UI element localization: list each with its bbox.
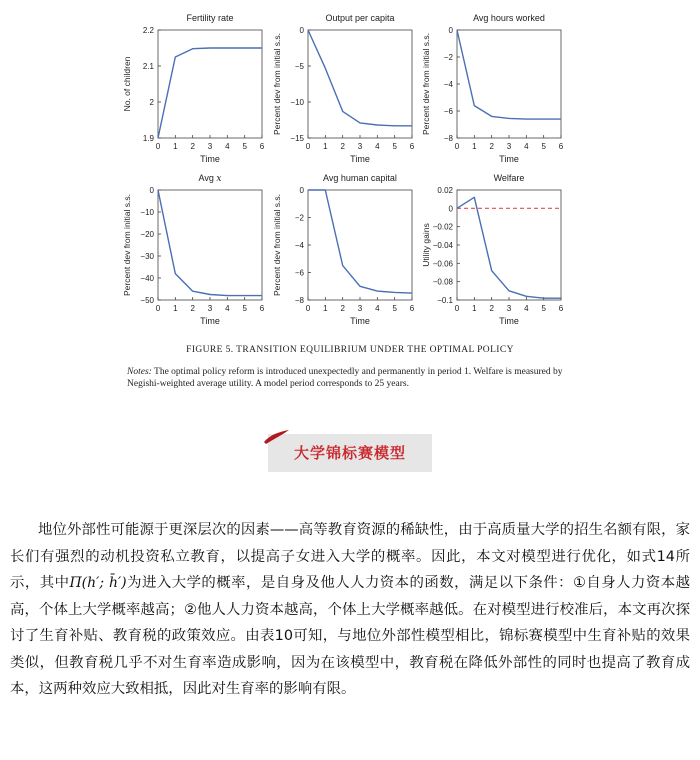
x-tick-label: 4 [524,142,529,151]
y-tick-label: 1.9 [142,134,154,143]
y-tick-label: −8 [443,134,453,143]
y-tick-label: 0 [448,26,453,35]
paragraph-text-part-2: 为进入大学的概率，是自身及他人人力资本的函数，满足以下条件：①自身人力资本越高，个体上大学概率越高；②他人人力资本越高，个体上大学概率越低。在对模型进行校准后，本文再次探讨了生育补贴、教育税的政策效应。由表10可知，与地位外部性模型相比，锦标赛模型中生育补贴的效果类似，但教育税几乎不对生育率造成影响，因为在该模型中，教育税在降低外部性的同时也提高了教育成本，这两种效应大致相抵，因此对生育率的影响有限。 [10,575,690,697]
y-tick-label: 0 [299,26,304,35]
y-tick-label: −20 [140,230,154,239]
x-tick-label: 2 [340,142,345,151]
y-tick-label: −0.08 [432,277,453,287]
x-tick-label: 0 [155,304,161,313]
y-axis-label: Percent dev from initial s.s. [421,32,431,136]
x-tick-label: 0 [454,142,460,151]
x-tick-label: 2 [190,142,195,151]
x-tick-label: 2 [489,142,494,151]
x-tick-label: 6 [409,142,415,151]
series-line [457,197,561,298]
chart-title: Avg hours worked [473,13,545,23]
y-tick-label: −0.1 [437,296,453,305]
x-tick-label: 5 [242,304,247,313]
x-tick-label: 1 [323,304,328,313]
y-axis-label: No. of children [122,56,132,112]
y-tick-label: 0 [448,204,453,214]
chart-panel-5 [272,173,415,326]
section-title: 大学锦标赛模型 [293,444,406,462]
y-axis-label: Percent dev from initial s.s. [272,32,282,136]
y-tick-label: −15 [290,134,304,143]
chart-panel-4 [122,173,265,326]
x-tick-label: 1 [173,142,178,151]
figure-notes [127,366,577,390]
x-tick-label: 5 [392,304,397,313]
article-paragraph [10,517,690,703]
series-line [158,190,262,296]
x-tick-label: 3 [207,304,213,313]
x-axis-label: Time [200,154,220,164]
x-tick-label: 0 [305,142,311,151]
x-tick-label: 0 [454,304,460,313]
y-tick-label: −10 [290,98,304,107]
x-tick-label: 1 [472,142,477,151]
x-tick-label: 2 [190,304,195,313]
x-axis-label: Time [499,316,519,326]
y-tick-label: −0.04 [432,241,453,250]
series-line [158,48,262,138]
y-axis-label: Percent dev from initial s.s. [122,193,132,297]
x-tick-label: 5 [392,142,397,151]
x-tick-label: 5 [541,142,546,151]
y-tick-label: 2.2 [142,26,154,35]
y-tick-label: −8 [294,296,304,305]
y-tick-label: −6 [294,268,304,278]
y-tick-label: −0.06 [432,259,453,269]
y-tick-label: 0 [149,186,154,195]
plot-frame [457,30,561,138]
y-tick-label: −10 [140,208,154,217]
y-tick-label: −4 [443,80,453,89]
y-tick-label: 0.02 [437,186,453,195]
y-tick-label: −4 [294,241,304,250]
x-tick-label: 5 [541,304,546,313]
chart-title: Avg human capital [323,173,397,183]
notes-label: Notes: [127,367,152,377]
x-axis-label: Time [350,316,370,326]
x-tick-label: 3 [357,142,363,151]
x-tick-label: 1 [323,142,328,151]
series-line [457,30,561,119]
y-tick-label: −5 [294,62,304,71]
y-axis-label: Percent dev from initial s.s. [272,193,282,297]
chart-title: Welfare [493,173,525,183]
x-tick-label: 0 [155,142,161,151]
chart-panel-1 [122,13,265,164]
x-axis-label: Time [200,316,220,326]
chart-title: Fertility rate [186,13,234,23]
x-tick-label: 3 [207,142,213,151]
x-tick-label: 4 [375,304,380,313]
y-tick-label: −2 [294,213,304,223]
chart-panel-2 [272,13,415,164]
plot-frame [457,190,561,300]
y-tick-label: −50 [140,296,154,305]
plot-frame [158,30,262,138]
chart-panel-3 [421,13,564,164]
x-tick-label: 3 [357,304,363,313]
x-axis-label: Time [350,154,370,164]
probability-formula: Π(h′; h̄′) [69,575,127,591]
x-tick-label: 3 [506,304,512,313]
plot-frame [158,190,262,300]
x-tick-label: 4 [225,304,230,313]
y-axis-label: Utility gains [421,223,431,267]
x-tick-label: 4 [375,142,380,151]
y-tick-label: 2 [149,98,154,107]
chart-title: Avg x [198,173,222,184]
x-tick-label: 6 [259,304,265,313]
plot-frame [308,30,412,138]
notes-text: The optimal policy reform is introduced unexpectedly and permanently in period 1. Welfare is measured by Negishi-weighted average utility. A model period corresponds to 25 years. [127,367,563,389]
x-axis-label: Time [499,154,519,164]
chart-title: Output per capita [325,13,395,23]
x-tick-label: 1 [173,304,178,313]
x-tick-label: 3 [506,142,512,151]
series-line [308,30,412,126]
x-tick-label: 2 [340,304,345,313]
plot-frame [308,190,412,300]
y-tick-label: 2.1 [142,62,154,71]
x-tick-label: 6 [558,304,564,313]
x-tick-label: 4 [524,304,529,313]
series-line [308,190,412,293]
x-tick-label: 4 [225,142,230,151]
x-tick-label: 6 [558,142,564,151]
figure-caption: FIGURE 5. TRANSITION EQUILIBRIUM UNDER THE OPTIMAL POLICY [186,345,514,355]
y-tick-label: 0 [299,186,304,195]
section-heading-badge [268,434,432,472]
y-tick-label: −40 [140,274,154,283]
y-tick-label: −30 [140,252,154,261]
paragraph-text-part-1: 地位外部性可能源于更深层次的因素——高等教育资源的稀缺性，由于高质量大学的招生名额有限，家长们有强烈的动机投资私立教育，以提高子女进入大学的概率。因此，本文对模型进行优化，如式14所示，其中 [10,522,690,591]
y-tick-label: −0.02 [432,222,453,232]
x-tick-label: 0 [305,304,311,313]
y-tick-label: −6 [443,107,453,116]
x-tick-label: 6 [409,304,415,313]
x-tick-label: 1 [472,304,477,313]
chart-panel-6 [421,173,564,326]
x-tick-label: 6 [259,142,265,151]
x-tick-label: 5 [242,142,247,151]
y-tick-label: −2 [443,53,453,62]
x-tick-label: 2 [489,304,494,313]
